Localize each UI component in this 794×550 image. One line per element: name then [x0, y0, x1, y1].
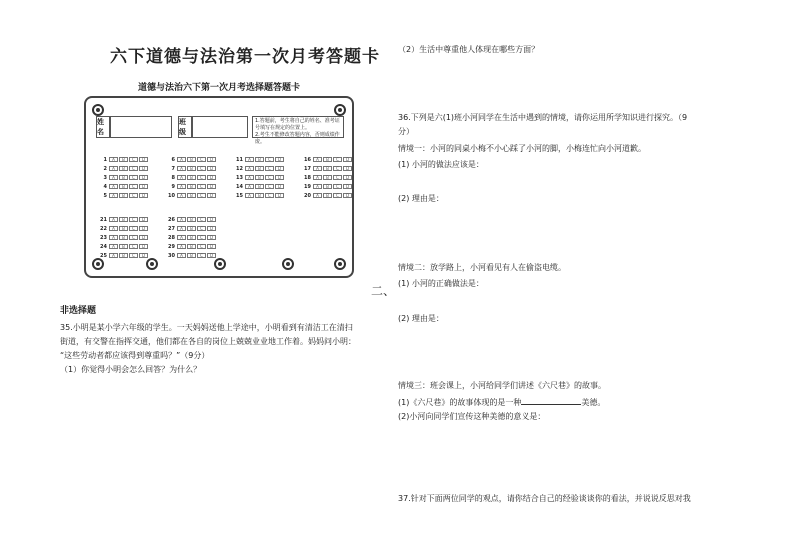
- question-row: [98, 252, 149, 259]
- scene2-question: (1) 小河的正确做法是：: [398, 279, 484, 288]
- answer-bubble[interactable]: C: [129, 253, 138, 258]
- answer-bubble[interactable]: B: [255, 166, 264, 171]
- answer-bubble[interactable]: B: [187, 157, 196, 162]
- answer-bubble[interactable]: D: [139, 226, 148, 231]
- answer-bubble[interactable]: B: [119, 253, 128, 258]
- corner-target-icon: [92, 258, 104, 270]
- answer-bubble[interactable]: A: [313, 166, 322, 171]
- answer-bubble[interactable]: C: [333, 193, 342, 198]
- question-number: 13: [236, 174, 243, 181]
- question-number: 15: [236, 192, 243, 199]
- question-number: 25: [100, 252, 107, 259]
- class-label: 班级: [178, 116, 192, 138]
- question-number: 30: [168, 252, 175, 259]
- answer-bubble[interactable]: A: [109, 253, 118, 258]
- question-number: 8: [171, 174, 175, 181]
- question-row: [166, 225, 217, 232]
- answer-bubble[interactable]: D: [343, 193, 352, 198]
- answer-bubble[interactable]: D: [275, 166, 284, 171]
- answer-bubble[interactable]: A: [313, 193, 322, 198]
- q37-text: 37.针对下面两位同学的观点，请你结合自己的经验谈谈你的看法，并说说反思对我: [398, 494, 691, 503]
- answer-bubble[interactable]: A: [109, 235, 118, 240]
- corner-target-icon: [146, 258, 158, 270]
- answer-bubble[interactable]: A: [245, 157, 254, 162]
- question-number: 11: [236, 156, 243, 163]
- answer-bubble[interactable]: C: [265, 175, 274, 180]
- question-row: [302, 192, 353, 199]
- answer-bubble[interactable]: A: [177, 226, 186, 231]
- question-number: 29: [168, 243, 175, 250]
- question-row: [302, 156, 353, 163]
- answer-bubble[interactable]: C: [129, 157, 138, 162]
- answer-bubble[interactable]: B: [323, 175, 332, 180]
- question-row: [98, 234, 149, 241]
- question-row: [166, 183, 217, 190]
- question-row: [234, 165, 285, 172]
- corner-target-icon: [282, 258, 294, 270]
- answer-bubble[interactable]: C: [333, 184, 342, 189]
- name-field[interactable]: [110, 116, 172, 138]
- corner-target-icon: [334, 104, 346, 116]
- answer-bubble[interactable]: D: [139, 193, 148, 198]
- question-row: [98, 225, 149, 232]
- answer-bubble[interactable]: C: [265, 184, 274, 189]
- answer-bubble[interactable]: C: [129, 217, 138, 222]
- question-row: [234, 174, 285, 181]
- answer-bubble[interactable]: D: [343, 175, 352, 180]
- answer-bubble[interactable]: D: [207, 217, 216, 222]
- question-row: [234, 156, 285, 163]
- answer-bubble[interactable]: C: [197, 193, 206, 198]
- answer-bubble[interactable]: A: [177, 244, 186, 249]
- answer-bubble[interactable]: D: [139, 217, 148, 222]
- question-row: [302, 174, 353, 181]
- answer-bubble[interactable]: C: [129, 193, 138, 198]
- q35-text: “这些劳动者都应该得到尊重吗？”（9分）: [60, 351, 210, 360]
- scene2-text: 情境二：放学路上，小河看见有人在偷盗电缆。: [398, 263, 566, 272]
- answer-bubble[interactable]: A: [109, 217, 118, 222]
- answer-bubble[interactable]: B: [119, 157, 128, 162]
- answer-bubble[interactable]: D: [207, 193, 216, 198]
- answer-bubble[interactable]: B: [119, 226, 128, 231]
- answer-bubble[interactable]: B: [187, 175, 196, 180]
- question-row: [98, 174, 149, 181]
- answer-bubble[interactable]: C: [129, 175, 138, 180]
- answer-bubble[interactable]: A: [109, 193, 118, 198]
- scene3-question: (2)小河向同学们宣传这种美德的意义是：: [398, 412, 546, 421]
- q35-text: 35.小明是某小学六年级的学生。一天妈妈送他上学途中，小明看到有清洁工在清扫: [60, 323, 353, 332]
- q36-text: 36.下列是六(1)班小河同学在生活中遇到的情境，请你运用所学知识进行探究。（9: [398, 113, 688, 122]
- question-row: [234, 192, 285, 199]
- question-number: 26: [168, 216, 175, 223]
- question-number: 12: [236, 165, 243, 172]
- question-number: 19: [304, 183, 311, 190]
- question-number: 28: [168, 234, 175, 241]
- answer-bubble[interactable]: D: [207, 166, 216, 171]
- scene3-question-post: 美德。: [581, 398, 606, 407]
- answer-bubble[interactable]: B: [255, 157, 264, 162]
- card-instructions: [252, 116, 344, 145]
- question-row: [166, 156, 217, 163]
- answer-bubble[interactable]: C: [129, 166, 138, 171]
- question-number: 9: [171, 183, 175, 190]
- question-number: 22: [100, 225, 107, 232]
- answer-bubble[interactable]: A: [177, 157, 186, 162]
- answer-bubble[interactable]: D: [207, 235, 216, 240]
- answer-bubble[interactable]: B: [187, 193, 196, 198]
- section-heading: 非选择题: [60, 306, 97, 316]
- answer-bubble[interactable]: C: [197, 253, 206, 258]
- answer-bubble[interactable]: B: [323, 184, 332, 189]
- answer-bubble[interactable]: C: [129, 235, 138, 240]
- question-row: [302, 165, 353, 172]
- answer-bubble[interactable]: D: [275, 175, 284, 180]
- answer-bubble[interactable]: A: [109, 244, 118, 249]
- question-row: [98, 192, 149, 199]
- answer-bubble[interactable]: C: [265, 157, 274, 162]
- question-number: 24: [100, 243, 107, 250]
- question-number: 10: [168, 192, 175, 199]
- question-number: 16: [304, 156, 311, 163]
- answer-bubble[interactable]: D: [275, 193, 284, 198]
- answer-bubble[interactable]: B: [119, 235, 128, 240]
- answer-bubble[interactable]: B: [323, 166, 332, 171]
- answer-bubble[interactable]: C: [333, 166, 342, 171]
- name-label: 姓名: [96, 116, 110, 138]
- answer-bubble[interactable]: A: [245, 184, 254, 189]
- answer-bubble[interactable]: A: [109, 157, 118, 162]
- answer-bubble[interactable]: D: [139, 244, 148, 249]
- question-number: 18: [304, 174, 311, 181]
- question-row: [234, 183, 285, 190]
- answer-bubble[interactable]: C: [197, 226, 206, 231]
- question-row: [98, 243, 149, 250]
- question-row: [302, 183, 353, 190]
- answer-bubble[interactable]: A: [177, 235, 186, 240]
- answer-bubble[interactable]: D: [207, 244, 216, 249]
- question-row: [98, 216, 149, 223]
- answer-bubble[interactable]: C: [265, 193, 274, 198]
- answer-bubble[interactable]: A: [109, 175, 118, 180]
- q36-text: 分）: [398, 127, 414, 136]
- section-number: 二、: [371, 284, 396, 298]
- answer-bubble[interactable]: D: [207, 175, 216, 180]
- answer-bubble[interactable]: D: [343, 184, 352, 189]
- answer-bubble[interactable]: C: [129, 184, 138, 189]
- answer-bubble[interactable]: D: [207, 157, 216, 162]
- question-number: 2: [103, 165, 107, 172]
- answer-bubble[interactable]: B: [323, 157, 332, 162]
- answer-bubble[interactable]: A: [177, 253, 186, 258]
- question-row: [98, 156, 149, 163]
- answer-bubble[interactable]: A: [109, 166, 118, 171]
- choice-card-title: 道德与法治六下第一次月考选择题答题卡: [138, 83, 301, 93]
- answer-bubble[interactable]: C: [197, 175, 206, 180]
- q35-text: 街道，有交警在指挥交通，他们都在各自的岗位上兢兢业业地工作着。妈妈问小明：: [60, 337, 356, 346]
- answer-bubble[interactable]: D: [343, 157, 352, 162]
- answer-bubble[interactable]: D: [275, 184, 284, 189]
- question-row: [166, 165, 217, 172]
- scene1-question: (1) 小河的做法应该是：: [398, 160, 484, 169]
- answer-bubble[interactable]: D: [139, 175, 148, 180]
- scene2-question: (2) 理由是：: [398, 314, 444, 323]
- answer-bubble[interactable]: A: [245, 166, 254, 171]
- question-number: 27: [168, 225, 175, 232]
- answer-bubble[interactable]: C: [129, 226, 138, 231]
- q35-sub2: （2）生活中尊重他人体现在哪些方面？: [398, 45, 540, 54]
- question-number: 6: [171, 156, 175, 163]
- scene1-question: (2) 理由是：: [398, 194, 444, 203]
- answer-bubble[interactable]: D: [139, 166, 148, 171]
- answer-bubble[interactable]: B: [187, 217, 196, 222]
- answer-bubble[interactable]: D: [139, 253, 148, 258]
- answer-bubble[interactable]: A: [313, 157, 322, 162]
- question-number: 17: [304, 165, 311, 172]
- answer-bubble[interactable]: C: [197, 157, 206, 162]
- answer-bubble[interactable]: C: [265, 166, 274, 171]
- class-field[interactable]: [192, 116, 248, 138]
- answer-bubble[interactable]: C: [197, 217, 206, 222]
- question-row: [166, 234, 217, 241]
- question-number: 21: [100, 216, 107, 223]
- answer-bubble[interactable]: B: [119, 193, 128, 198]
- answer-bubble[interactable]: A: [245, 193, 254, 198]
- answer-bubble[interactable]: B: [187, 244, 196, 249]
- question-row: [98, 165, 149, 172]
- question-row: [166, 243, 217, 250]
- answer-blank[interactable]: [521, 396, 581, 405]
- question-number: 23: [100, 234, 107, 241]
- question-number: 20: [304, 192, 311, 199]
- answer-bubble[interactable]: A: [177, 193, 186, 198]
- answer-bubble[interactable]: C: [333, 157, 342, 162]
- answer-bubble[interactable]: D: [207, 184, 216, 189]
- question-number: 14: [236, 183, 243, 190]
- scene1-text: 情境一：小河的同桌小梅不小心踩了小河的脚，小梅连忙向小河道歉。: [398, 144, 646, 153]
- answer-bubble[interactable]: C: [197, 244, 206, 249]
- scene3-question: [398, 396, 605, 408]
- question-row: [166, 216, 217, 223]
- answer-bubble[interactable]: A: [177, 175, 186, 180]
- answer-bubble[interactable]: C: [129, 244, 138, 249]
- answer-bubble[interactable]: D: [343, 166, 352, 171]
- answer-bubble[interactable]: D: [139, 235, 148, 240]
- answer-bubble[interactable]: D: [275, 157, 284, 162]
- answer-bubble[interactable]: D: [139, 157, 148, 162]
- answer-bubble[interactable]: D: [207, 253, 216, 258]
- answer-bubble[interactable]: B: [119, 217, 128, 222]
- scene3-question-pre: (1)《六尺巷》的故事体现的是一种: [398, 398, 522, 407]
- answer-bubble[interactable]: B: [119, 175, 128, 180]
- instruction-line: 1.答题前，考生将自己的姓名、准考证号填写在规定的位置上。: [255, 118, 340, 131]
- answer-bubble[interactable]: A: [313, 175, 322, 180]
- question-row: [98, 183, 149, 190]
- answer-bubble[interactable]: B: [255, 193, 264, 198]
- question-row: [166, 192, 217, 199]
- q35-sub1: （1）你觉得小明会怎么回答？为什么？: [60, 365, 202, 374]
- answer-bubble[interactable]: D: [207, 226, 216, 231]
- answer-bubble[interactable]: B: [119, 166, 128, 171]
- corner-target-icon: [334, 258, 346, 270]
- answer-bubble[interactable]: A: [313, 184, 322, 189]
- answer-bubble[interactable]: B: [187, 226, 196, 231]
- corner-target-icon: [92, 104, 104, 116]
- answer-bubble[interactable]: A: [177, 166, 186, 171]
- answer-bubble[interactable]: B: [187, 253, 196, 258]
- answer-bubble[interactable]: A: [177, 217, 186, 222]
- answer-bubble[interactable]: B: [255, 184, 264, 189]
- answer-bubble[interactable]: A: [109, 226, 118, 231]
- answer-bubble[interactable]: C: [197, 235, 206, 240]
- scene3-text: 情境三：班会课上，小河给同学们讲述《六尺巷》的故事。: [398, 381, 606, 390]
- answer-bubble[interactable]: B: [119, 244, 128, 249]
- answer-bubble[interactable]: A: [177, 184, 186, 189]
- question-number: 7: [171, 165, 175, 172]
- answer-sheet-title: 六下道德与法治第一次月考答题卡: [110, 47, 380, 67]
- corner-target-icon: [214, 258, 226, 270]
- answer-bubble[interactable]: A: [245, 175, 254, 180]
- choice-answer-card: [84, 96, 354, 278]
- answer-bubble[interactable]: C: [197, 166, 206, 171]
- answer-bubble[interactable]: D: [139, 184, 148, 189]
- instruction-line: 2.考生不能修改答题内容，否则成绩作废。: [255, 132, 340, 145]
- answer-bubble[interactable]: C: [333, 175, 342, 180]
- question-number: 3: [103, 174, 107, 181]
- question-row: [166, 252, 217, 259]
- answer-bubble[interactable]: B: [255, 175, 264, 180]
- answer-bubble[interactable]: B: [323, 193, 332, 198]
- question-number: 4: [103, 183, 107, 190]
- answer-bubble[interactable]: B: [187, 184, 196, 189]
- answer-bubble[interactable]: B: [187, 235, 196, 240]
- question-row: [166, 174, 217, 181]
- question-number: 1: [103, 156, 107, 163]
- answer-bubble[interactable]: C: [197, 184, 206, 189]
- answer-bubble[interactable]: B: [187, 166, 196, 171]
- question-number: 5: [103, 192, 107, 199]
- answer-bubble[interactable]: A: [109, 184, 118, 189]
- answer-bubble[interactable]: B: [119, 184, 128, 189]
